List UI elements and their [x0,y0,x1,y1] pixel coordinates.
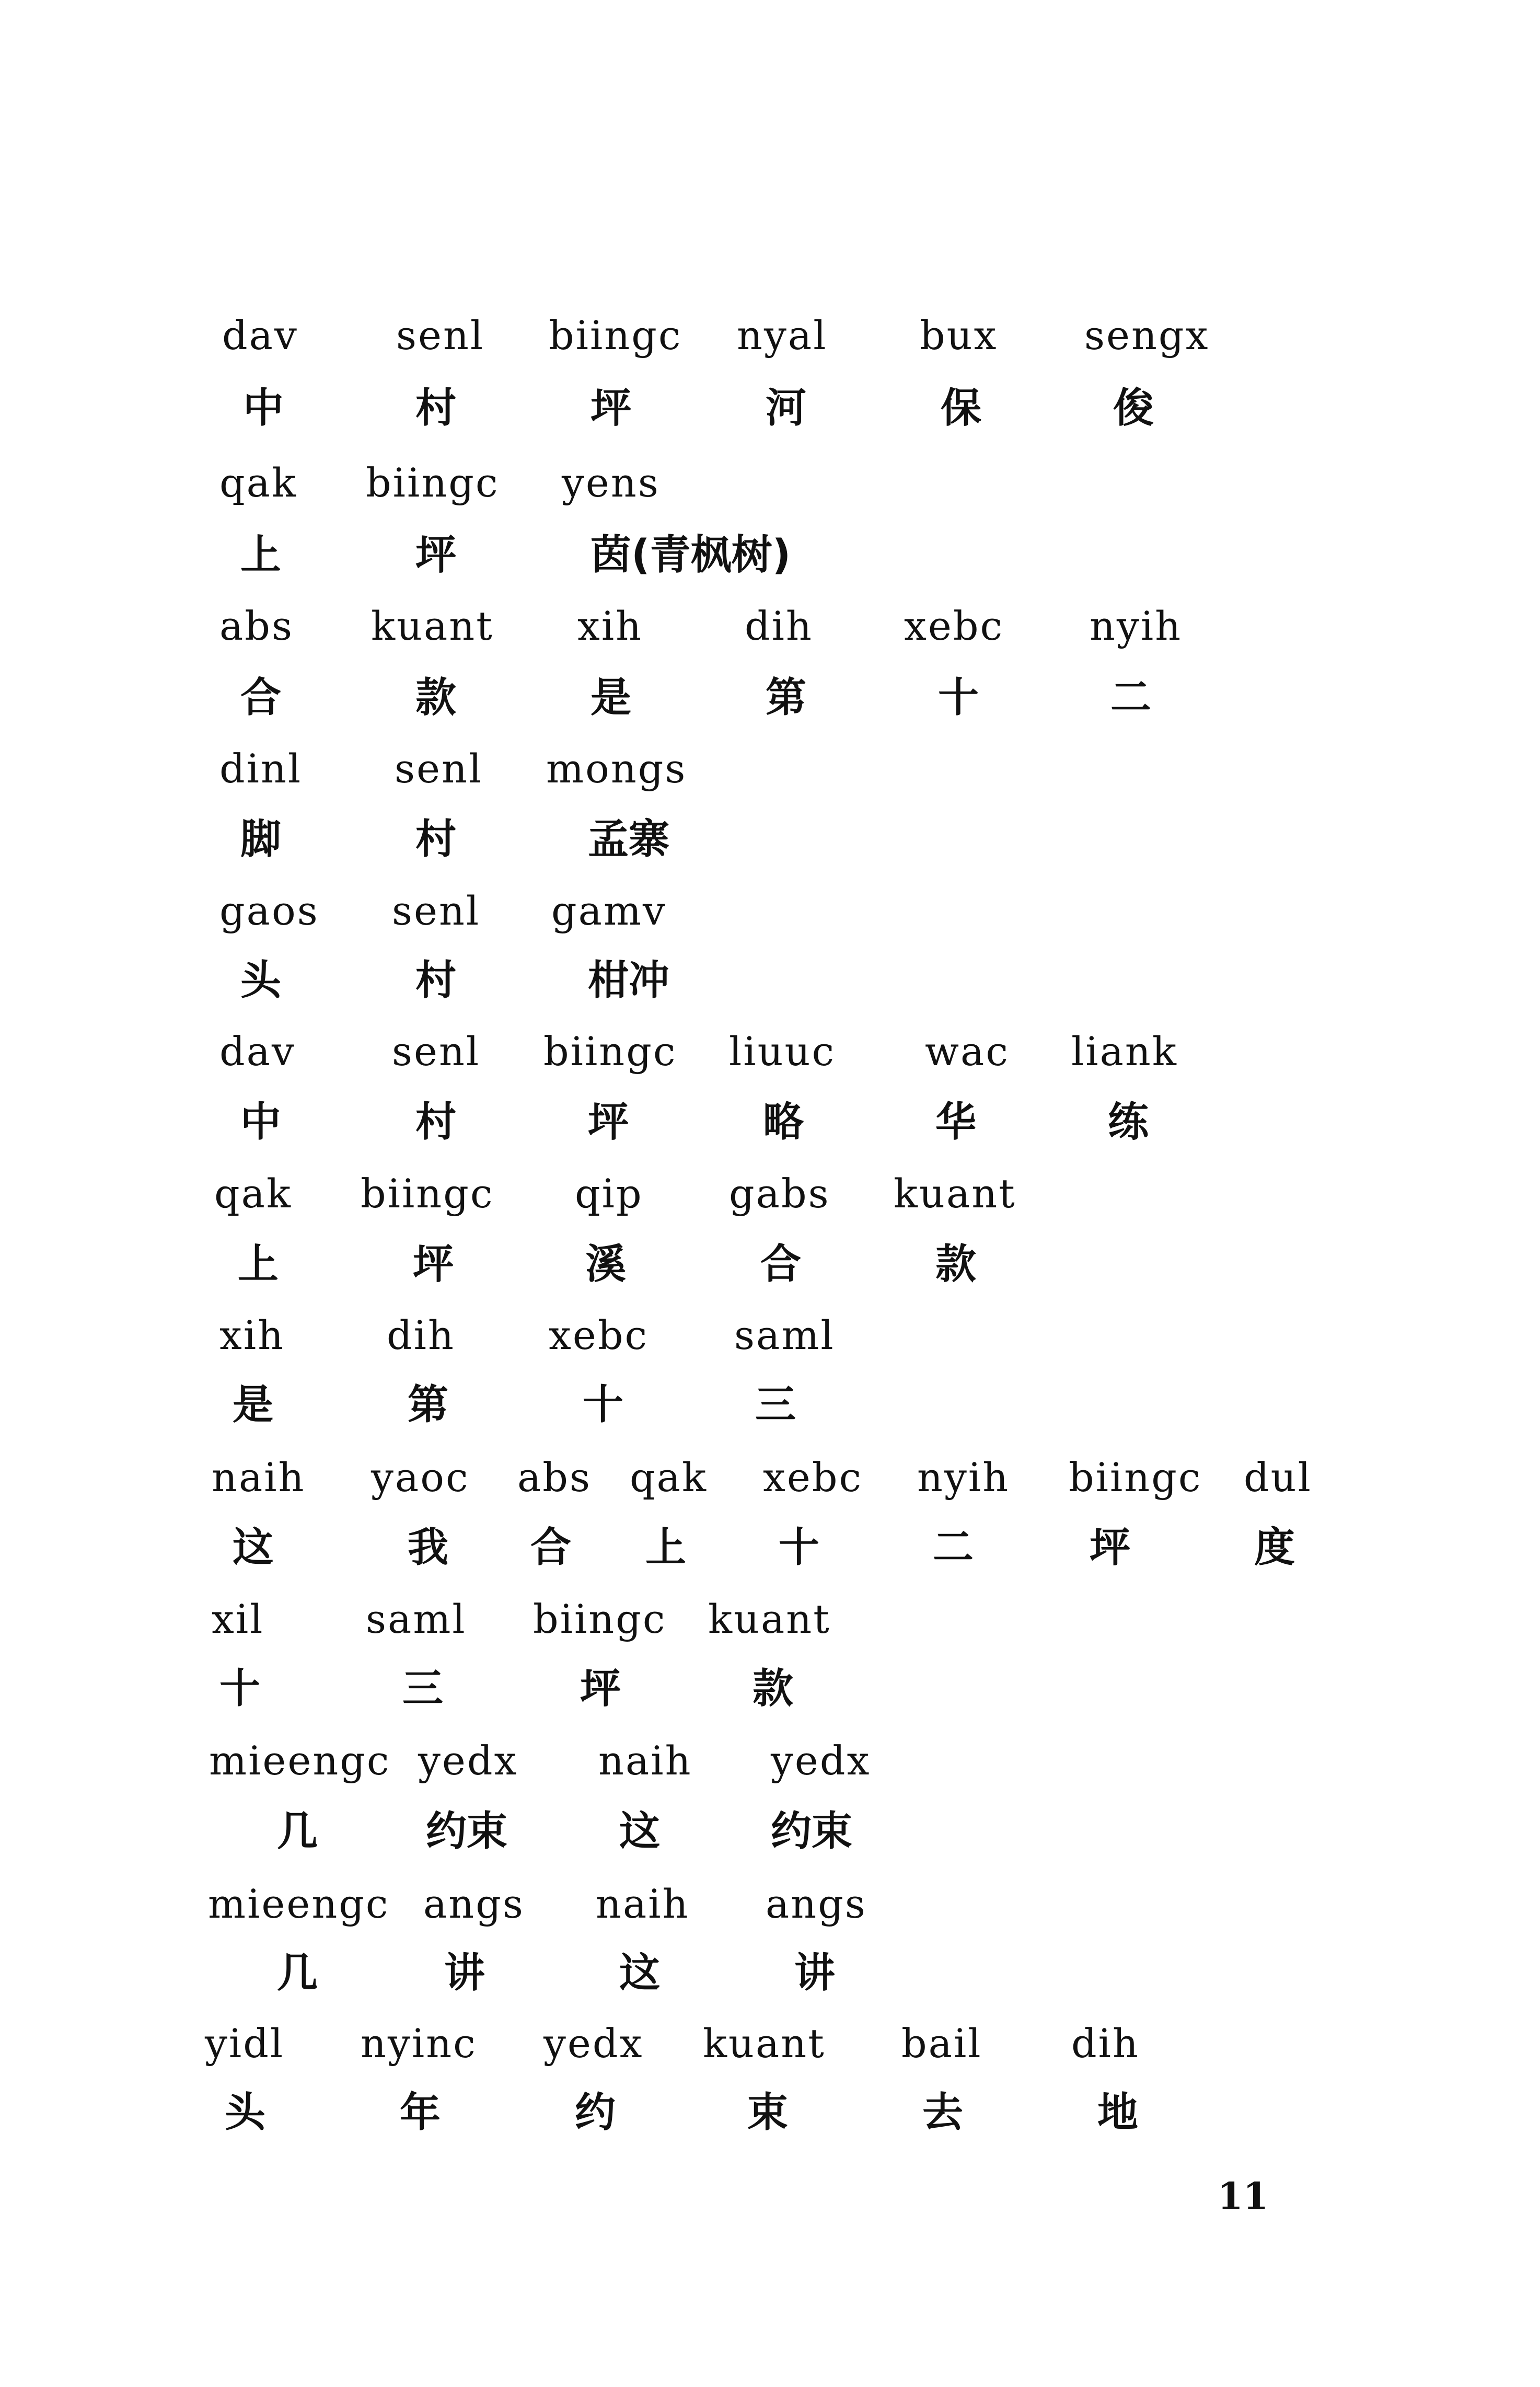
romanized-word: senl [392,1028,481,1075]
romanized-word: bail [901,2020,982,2067]
chinese-gloss: 十 [938,674,979,721]
romanized-word: nyinc [361,2020,477,2067]
chinese-gloss: 十 [583,1381,624,1428]
romanized-word: mieengc [208,1881,390,1927]
chinese-gloss: 三 [402,1665,444,1712]
chinese-gloss: 束 [747,2089,789,2136]
chinese-gloss: 三 [755,1381,796,1428]
romanized-word: yedx [418,1737,518,1784]
romanized-line [0,1875,1540,1933]
romanized-word: gamv [551,887,667,934]
chinese-gloss: 茵(青枫树) [590,532,791,579]
chinese-gloss: 二 [933,1524,974,1571]
chinese-gloss: 坪 [580,1665,621,1712]
chinese-gloss-line [0,379,1540,437]
romanized-word: dih [387,1312,455,1358]
chinese-gloss: 合 [530,1524,572,1571]
chinese-gloss: 几 [277,1808,318,1855]
romanized-word: yedx [543,2020,644,2067]
chinese-gloss-line [0,952,1540,1009]
romanized-line [0,740,1540,798]
chinese-gloss: 合 [760,1241,802,1288]
romanized-word: liuuc [729,1028,836,1075]
chinese-gloss: 第 [408,1381,449,1428]
romanized-line [0,597,1540,655]
chinese-gloss: 村 [415,816,457,863]
romanized-word: nyih [917,1454,1010,1501]
chinese-gloss: 坪 [413,1241,454,1288]
chinese-gloss: 第 [766,674,807,721]
chinese-gloss: 我 [408,1524,449,1571]
romanized-word: naih [596,1881,690,1927]
chinese-gloss: 约束 [426,1808,508,1855]
romanized-word: mongs [546,745,687,792]
romanized-word: dinl [219,745,303,792]
romanized-word: mieengc [209,1737,391,1784]
chinese-gloss: 脚 [240,816,282,863]
romanized-word: kuant [894,1170,1016,1217]
chinese-gloss-line [0,1519,1540,1576]
chinese-gloss: 华 [935,1099,977,1146]
romanized-line [0,1590,1540,1648]
chinese-gloss: 地 [1097,2089,1139,2136]
romanized-word: biingc [1069,1454,1202,1501]
romanized-word: nyih [1090,603,1183,649]
chinese-gloss: 中 [240,1099,282,1146]
chinese-gloss: 讲 [444,1950,485,1997]
chinese-gloss-line [0,526,1540,584]
chinese-gloss-line [0,1376,1540,1434]
romanized-word: dul [1244,1454,1312,1501]
chinese-gloss: 坪 [1090,1524,1131,1571]
chinese-gloss: 村 [415,1099,457,1146]
romanized-word: nyal [737,312,828,359]
chinese-gloss: 头 [240,957,282,1004]
romanized-line [0,1732,1540,1790]
chinese-gloss: 中 [243,385,284,432]
chinese-gloss: 孟寨 [588,816,670,863]
romanized-word: biingc [549,312,682,359]
romanized-word: qak [630,1454,708,1501]
romanized-word: xebc [549,1312,649,1358]
romanized-word: qak [214,1170,293,1217]
romanized-word: qak [219,459,298,506]
chinese-gloss: 讲 [794,1950,836,1997]
romanized-word: yens [562,459,660,506]
chinese-gloss: 略 [763,1099,804,1146]
romanized-word: senl [396,312,485,359]
romanized-word: biingc [533,1596,667,1642]
romanized-word: yaoc [371,1454,470,1501]
romanized-line [0,1165,1540,1223]
romanized-word: naih [598,1737,692,1784]
romanized-word: angs [766,1881,867,1927]
romanized-word: xih [577,603,643,649]
chinese-gloss-line [0,2084,1540,2141]
chinese-gloss: 坪 [588,1099,629,1146]
chinese-gloss: 村 [415,385,457,432]
romanized-word: biingc [366,459,500,506]
chinese-gloss: 溪 [585,1241,627,1288]
chinese-gloss: 这 [619,1950,661,1997]
chinese-gloss: 河 [766,385,807,432]
romanized-word: sengx [1084,312,1210,359]
romanized-line [0,1449,1540,1506]
chinese-gloss: 坪 [415,532,457,579]
chinese-gloss-line [0,1944,1540,2002]
romanized-word: dih [1071,2020,1140,2067]
chinese-gloss-line [0,1236,1540,1293]
chinese-gloss: 年 [400,2089,441,2136]
chinese-gloss: 是 [233,1381,274,1428]
romanized-word: dih [745,603,813,649]
romanized-word: xebc [904,603,1004,649]
chinese-gloss: 度 [1254,1524,1295,1571]
chinese-gloss: 约束 [771,1808,853,1855]
romanized-word: yidl [205,2020,285,2067]
chinese-gloss: 头 [225,2089,266,2136]
chinese-gloss: 保 [941,385,982,432]
romanized-line [0,454,1540,512]
chinese-gloss: 二 [1110,674,1152,721]
romanized-word: dav [219,1028,296,1075]
romanized-word: senl [392,887,481,934]
chinese-gloss: 坪 [590,385,632,432]
romanized-word: biingc [543,1028,677,1075]
romanized-word: saml [366,1596,467,1642]
romanized-word: liank [1071,1028,1178,1075]
romanized-line [0,1307,1540,1364]
chinese-gloss-line [0,1660,1540,1717]
chinese-gloss: 是 [590,674,632,721]
romanized-word: gabs [729,1170,830,1217]
chinese-gloss: 这 [619,1808,661,1855]
romanized-line [0,882,1540,940]
romanized-word: bux [920,312,998,359]
chinese-gloss-line [0,1093,1540,1151]
chinese-gloss: 上 [238,1241,279,1288]
chinese-gloss: 上 [240,532,282,579]
chinese-gloss-line [0,1803,1540,1860]
romanized-word: kuant [371,603,494,649]
romanized-word: saml [734,1312,835,1358]
chinese-gloss: 十 [779,1524,820,1571]
romanized-word: kuant [703,2020,826,2067]
chinese-gloss: 款 [752,1665,794,1712]
chinese-gloss: 练 [1108,1099,1149,1146]
romanized-word: wac [925,1028,1010,1075]
romanized-word: abs [517,1454,592,1501]
chinese-gloss-line [0,669,1540,727]
romanized-line [0,2015,1540,2072]
romanized-word: kuant [708,1596,831,1642]
romanized-word: yedx [771,1737,871,1784]
romanized-word: naih [212,1454,306,1501]
romanized-word: abs [219,603,294,649]
romanized-line [0,1023,1540,1080]
romanized-line [0,307,1540,364]
romanized-word: xih [219,1312,285,1358]
chinese-gloss: 合 [240,674,282,721]
chinese-gloss: 几 [277,1950,318,1997]
romanized-word: dav [222,312,298,359]
romanized-word: angs [423,1881,525,1927]
romanized-word: biingc [361,1170,494,1217]
chinese-gloss-line [0,811,1540,868]
romanized-word: qip [575,1170,643,1217]
page-number: 11 [1218,2174,1269,2218]
romanized-word: xil [212,1596,264,1642]
chinese-gloss: 款 [935,1241,977,1288]
romanized-word: senl [395,745,483,792]
chinese-gloss: 柑冲 [588,957,670,1004]
chinese-gloss: 这 [233,1524,274,1571]
chinese-gloss: 十 [219,1665,261,1712]
chinese-gloss: 上 [645,1524,687,1571]
romanized-word: xebc [763,1454,863,1501]
romanized-word: gaos [219,887,319,934]
chinese-gloss: 村 [415,957,457,1004]
chinese-gloss: 去 [922,2089,964,2136]
chinese-gloss: 款 [415,674,457,721]
chinese-gloss: 俊 [1113,385,1154,432]
chinese-gloss: 约 [575,2089,616,2136]
